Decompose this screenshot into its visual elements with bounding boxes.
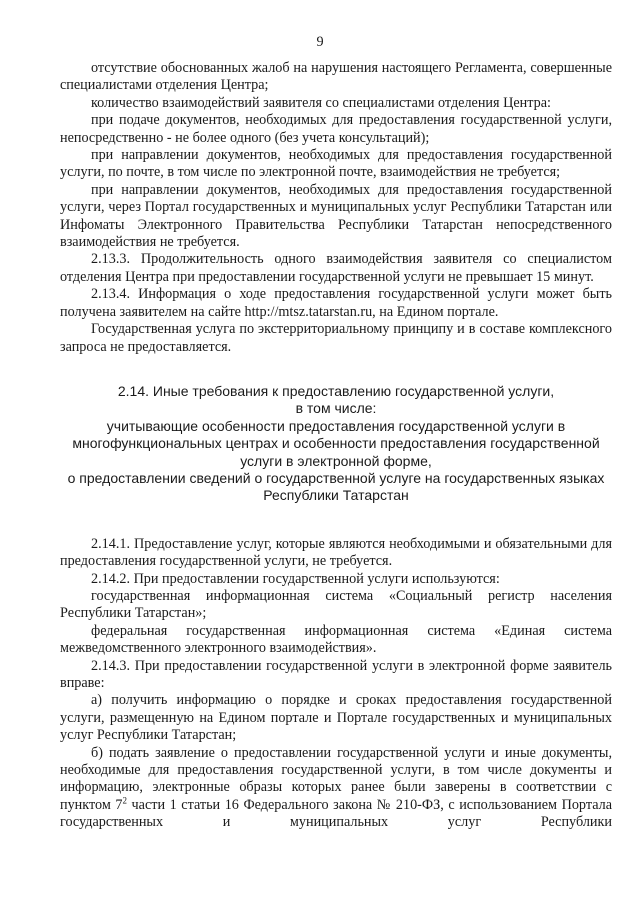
paragraph: 2.13.3. Продолжительность одного взаимодействия заявителя со специалистом отделения Центра при предоставлении государственной услуги не превышает 15 минут. bbox=[60, 251, 612, 285]
paragraph-text: б) подать заявление о предоставлении государственной услуги и иные документы, необходимые для предоставления государственной услуги, в том числе документы и информацию, электронные образы которых ранее были заверены в соответствии с пунктом 7 bbox=[60, 744, 612, 813]
paragraph: федеральная государственная информационная система «Единая система межведомственного электронного взаимодействия». bbox=[60, 622, 612, 657]
paragraph: при подаче документов, необходимых для предоставления государственной услуги, непосредственно - не более одного (без учета консультаций); bbox=[60, 112, 612, 146]
section-heading-title: 2.14. Иные требования к предоставлению государственной услуги, bbox=[117, 382, 555, 399]
section-heading-clause: учитывающие особенности предоставления государственной услуги в многофункциональных центрах и особенности предоставления государственной услуги в электронной форме, bbox=[72, 417, 600, 469]
paragraph: 2.14.2. При предоставлении государственной услуги используются: bbox=[91, 570, 500, 587]
paragraph: отсутствие обоснованных жалоб на нарушения настоящего Регламента, совершенные специалистами отделения Центра; bbox=[60, 60, 612, 94]
paragraph-continued bbox=[60, 745, 612, 832]
document-body bbox=[60, 60, 612, 832]
section-heading bbox=[60, 366, 612, 505]
paragraph: 2.13.4. Информация о ходе предоставления государственной услуги может быть получена заявителем на сайте http://mtsz.tatarstan.ru, на Едином портале. bbox=[60, 286, 612, 320]
paragraph: 2.14.1. Предоставление услуг, которые являются необходимыми и обязательными для предоставления государственной услуги, не требуется. bbox=[60, 535, 612, 570]
paragraph: при направлении документов, необходимых для предоставления государственной услуги, через Портал государственных и муниципальных услуг Республики Татарстан или Инфоматы Электронного Правительства Республики Татарстан непосредственного взаимодействия не требуется. bbox=[60, 181, 612, 251]
paragraph: количество взаимодействий заявителя со специалистами отделения Центра: bbox=[91, 94, 551, 111]
paragraph: государственная информационная система «Социальный регистр населения Республики Татарстан»; bbox=[60, 587, 612, 622]
superscript: 2 bbox=[122, 795, 127, 806]
paragraph: а) получить информацию о порядке и сроках предоставления государственной услуги, размещенную на Едином портале и Портале государственных и муниципальных услуг Республики Татарстан; bbox=[60, 692, 612, 744]
paragraph: при направлении документов, необходимых для предоставления государственной услуги, по почте, в том числе по электронной почте, взаимодействия не требуется; bbox=[60, 147, 612, 181]
section-heading-subtitle: в том числе: bbox=[295, 400, 377, 417]
paragraph: 2.14.3. При предоставлении государственной услуги в электронной форме заявитель вправе: bbox=[60, 657, 612, 691]
page-number: 9 bbox=[316, 34, 324, 50]
paragraph-text: части 1 статьи 16 Федерального закона № 210-ФЗ, с использованием Портала государственных и муниципальных услуг Республики bbox=[60, 796, 612, 831]
section-heading-clause: о предоставлении сведений о государственной услуге на государственных языках Республики Татарстан bbox=[67, 469, 605, 504]
paragraph: Государственная услуга по экстерриториальному принципу и в составе комплексного запроса не предоставляется. bbox=[60, 321, 612, 355]
